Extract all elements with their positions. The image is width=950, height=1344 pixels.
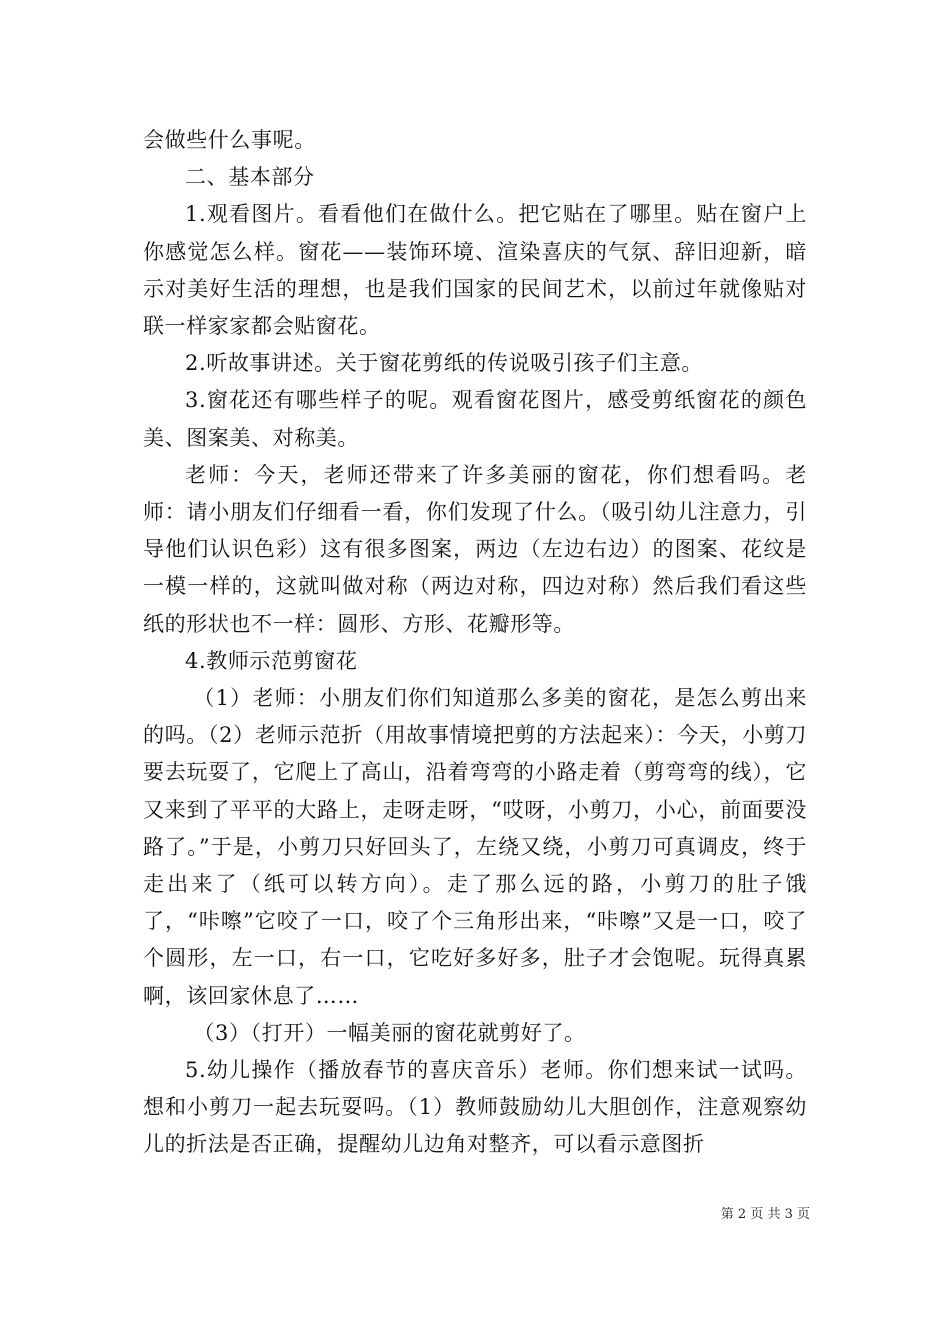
paragraph-step-3: 3.窗花还有哪些样子的呢。观看窗花图片，感受剪纸窗花的颜色美、图案美、对称美。 [143, 388, 807, 450]
section-heading-basic-part: 二、基本部分 [185, 165, 315, 190]
paragraph-step-5: 5.幼儿操作（播放春节的喜庆音乐）老师。你们想来试一试吗。想和小剪刀一起去玩耍吗。（1）教师鼓励幼儿大胆创作，注意观察幼儿的折法是否正确，提醒幼儿边角对整齐，可以看示意图折 [143, 1058, 807, 1157]
paragraph-step-4-heading: 4.教师示范剪窗花 [185, 648, 358, 673]
page-number: 第 2 页 共 3 页 [720, 1207, 810, 1222]
paragraph-teacher-dialogue: 老师：今天，老师还带来了许多美丽的窗花，你们想看吗。老师：请小朋友们仔细看一看，你们发现了什么。（吸引幼儿注意力，引导他们认识色彩）这有很多图案，两边（左边右边）的图案、花纹是一模一样的，这就叫做对称（两边对称，四边对称）然后我们看这些纸的形状也不一样：圆形、方形、花瓣形等。 [143, 462, 807, 636]
paragraph-step-1: 1.观看图片。看看他们在做什么。把它贴在了哪里。贴在窗户上你感觉怎么样。窗花——装饰环境、渲染喜庆的气氛、辞旧迎新，暗示对美好生活的理想，也是我们国家的民间艺术，以前过年就像贴对联一样家家都会贴窗花。 [143, 202, 807, 339]
document-body [143, 122, 807, 1164]
paragraph-step-2: 2.听故事讲述。关于窗花剪纸的传说吸引孩子们主意。 [185, 351, 704, 376]
paragraph-scissors-story: （1）老师：小朋友们你们知道那么多美的窗花，是怎么剪出来的吗。（2）老师示范折（用故事情境把剪的方法起来）：今天，小剪刀要去玩耍了，它爬上了高山，沿着弯弯的小路走着（剪弯弯的线），它又来到了平平的大路上，走呀走呀，“哎呀，小剪刀，小心，前面要没路了。”于是，小剪刀只好回头了，左绕又绕，小剪刀可真调皮，终于走出来了（纸可以转方向）。走了那么远的路，小剪刀的肚子饿了，“咔嚓”它咬了一口，咬了个三角形出来，“咔嚓”又是一口，咬了个圆形，左一口，右一口，它吃好多好多，肚子才会饱呢。玩得真累啊，该回家休息了…… [143, 686, 807, 1008]
paragraph-continuation: 会做些什么事呢。 [143, 128, 316, 152]
paragraph-unfold: （3）（打开）一幅美丽的窗花就剪好了。 [193, 1020, 586, 1045]
